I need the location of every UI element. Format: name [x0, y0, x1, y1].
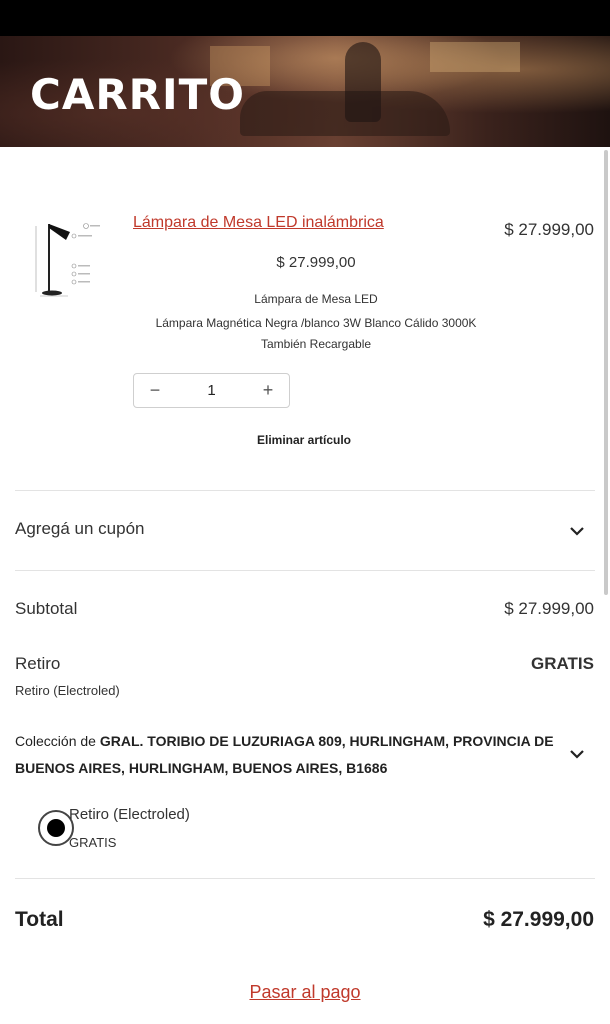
- chevron-down-icon[interactable]: [570, 524, 584, 538]
- hero-background-light: [430, 42, 520, 72]
- subtotal-value: $ 27.999,00: [504, 599, 594, 618]
- decrement-button[interactable]: −: [149, 380, 161, 400]
- collection-address[interactable]: [15, 728, 555, 782]
- divider: [15, 878, 595, 879]
- collection-prefix: Colección de: [15, 733, 96, 749]
- hero-background-person: [345, 42, 381, 122]
- shipping-label: Retiro: [15, 654, 61, 673]
- product-description-line: También Recargable: [260, 337, 372, 351]
- total-value: $ 27.999,00: [483, 908, 594, 931]
- remove-item-button[interactable]: Eliminar artículo: [256, 433, 352, 447]
- pickup-option-label[interactable]: Retiro (Electroled): [69, 806, 190, 823]
- coupon-toggle[interactable]: Agregá un cupón: [15, 519, 145, 538]
- quantity-value[interactable]: 1: [207, 382, 216, 399]
- subtotal-label: Subtotal: [15, 599, 78, 618]
- collection-address-text: GRAL. TORIBIO DE LUZURIAGA 809, HURLINGHAM, PROVINCIA DE BUENOS AIRES, HURLINGHAM, BUENOS AIRES, B1686: [15, 733, 554, 776]
- product-description-line: Lámpara Magnética Negra /blanco 3W Blanco Cálido 3000K: [155, 316, 477, 330]
- pickup-option-price: GRATIS: [69, 835, 117, 850]
- increment-button[interactable]: +: [262, 380, 274, 400]
- page-title: CARRITO: [30, 70, 245, 119]
- chevron-down-icon[interactable]: [570, 747, 584, 761]
- scrollbar[interactable]: [604, 150, 608, 595]
- unit-price: $ 27.999,00: [276, 254, 356, 271]
- total-label: Total: [15, 908, 64, 931]
- product-thumbnail[interactable]: [28, 218, 102, 298]
- hero-banner: [0, 36, 610, 147]
- radio-selected-dot: [47, 819, 65, 837]
- divider: [15, 570, 595, 571]
- desk-lamp-icon: [28, 218, 102, 298]
- shipping-method: Retiro (Electroled): [15, 683, 120, 698]
- status-bar: [0, 0, 610, 36]
- shipping-value: GRATIS: [531, 654, 594, 673]
- checkout-link[interactable]: Pasar al pago: [249, 982, 361, 1002]
- divider: [15, 490, 595, 491]
- product-description-line: Lámpara de Mesa LED: [254, 292, 378, 306]
- product-name-link[interactable]: Lámpara de Mesa LED inalámbrica: [133, 214, 384, 231]
- quantity-stepper[interactable]: [133, 373, 290, 408]
- line-total: $ 27.999,00: [504, 220, 594, 239]
